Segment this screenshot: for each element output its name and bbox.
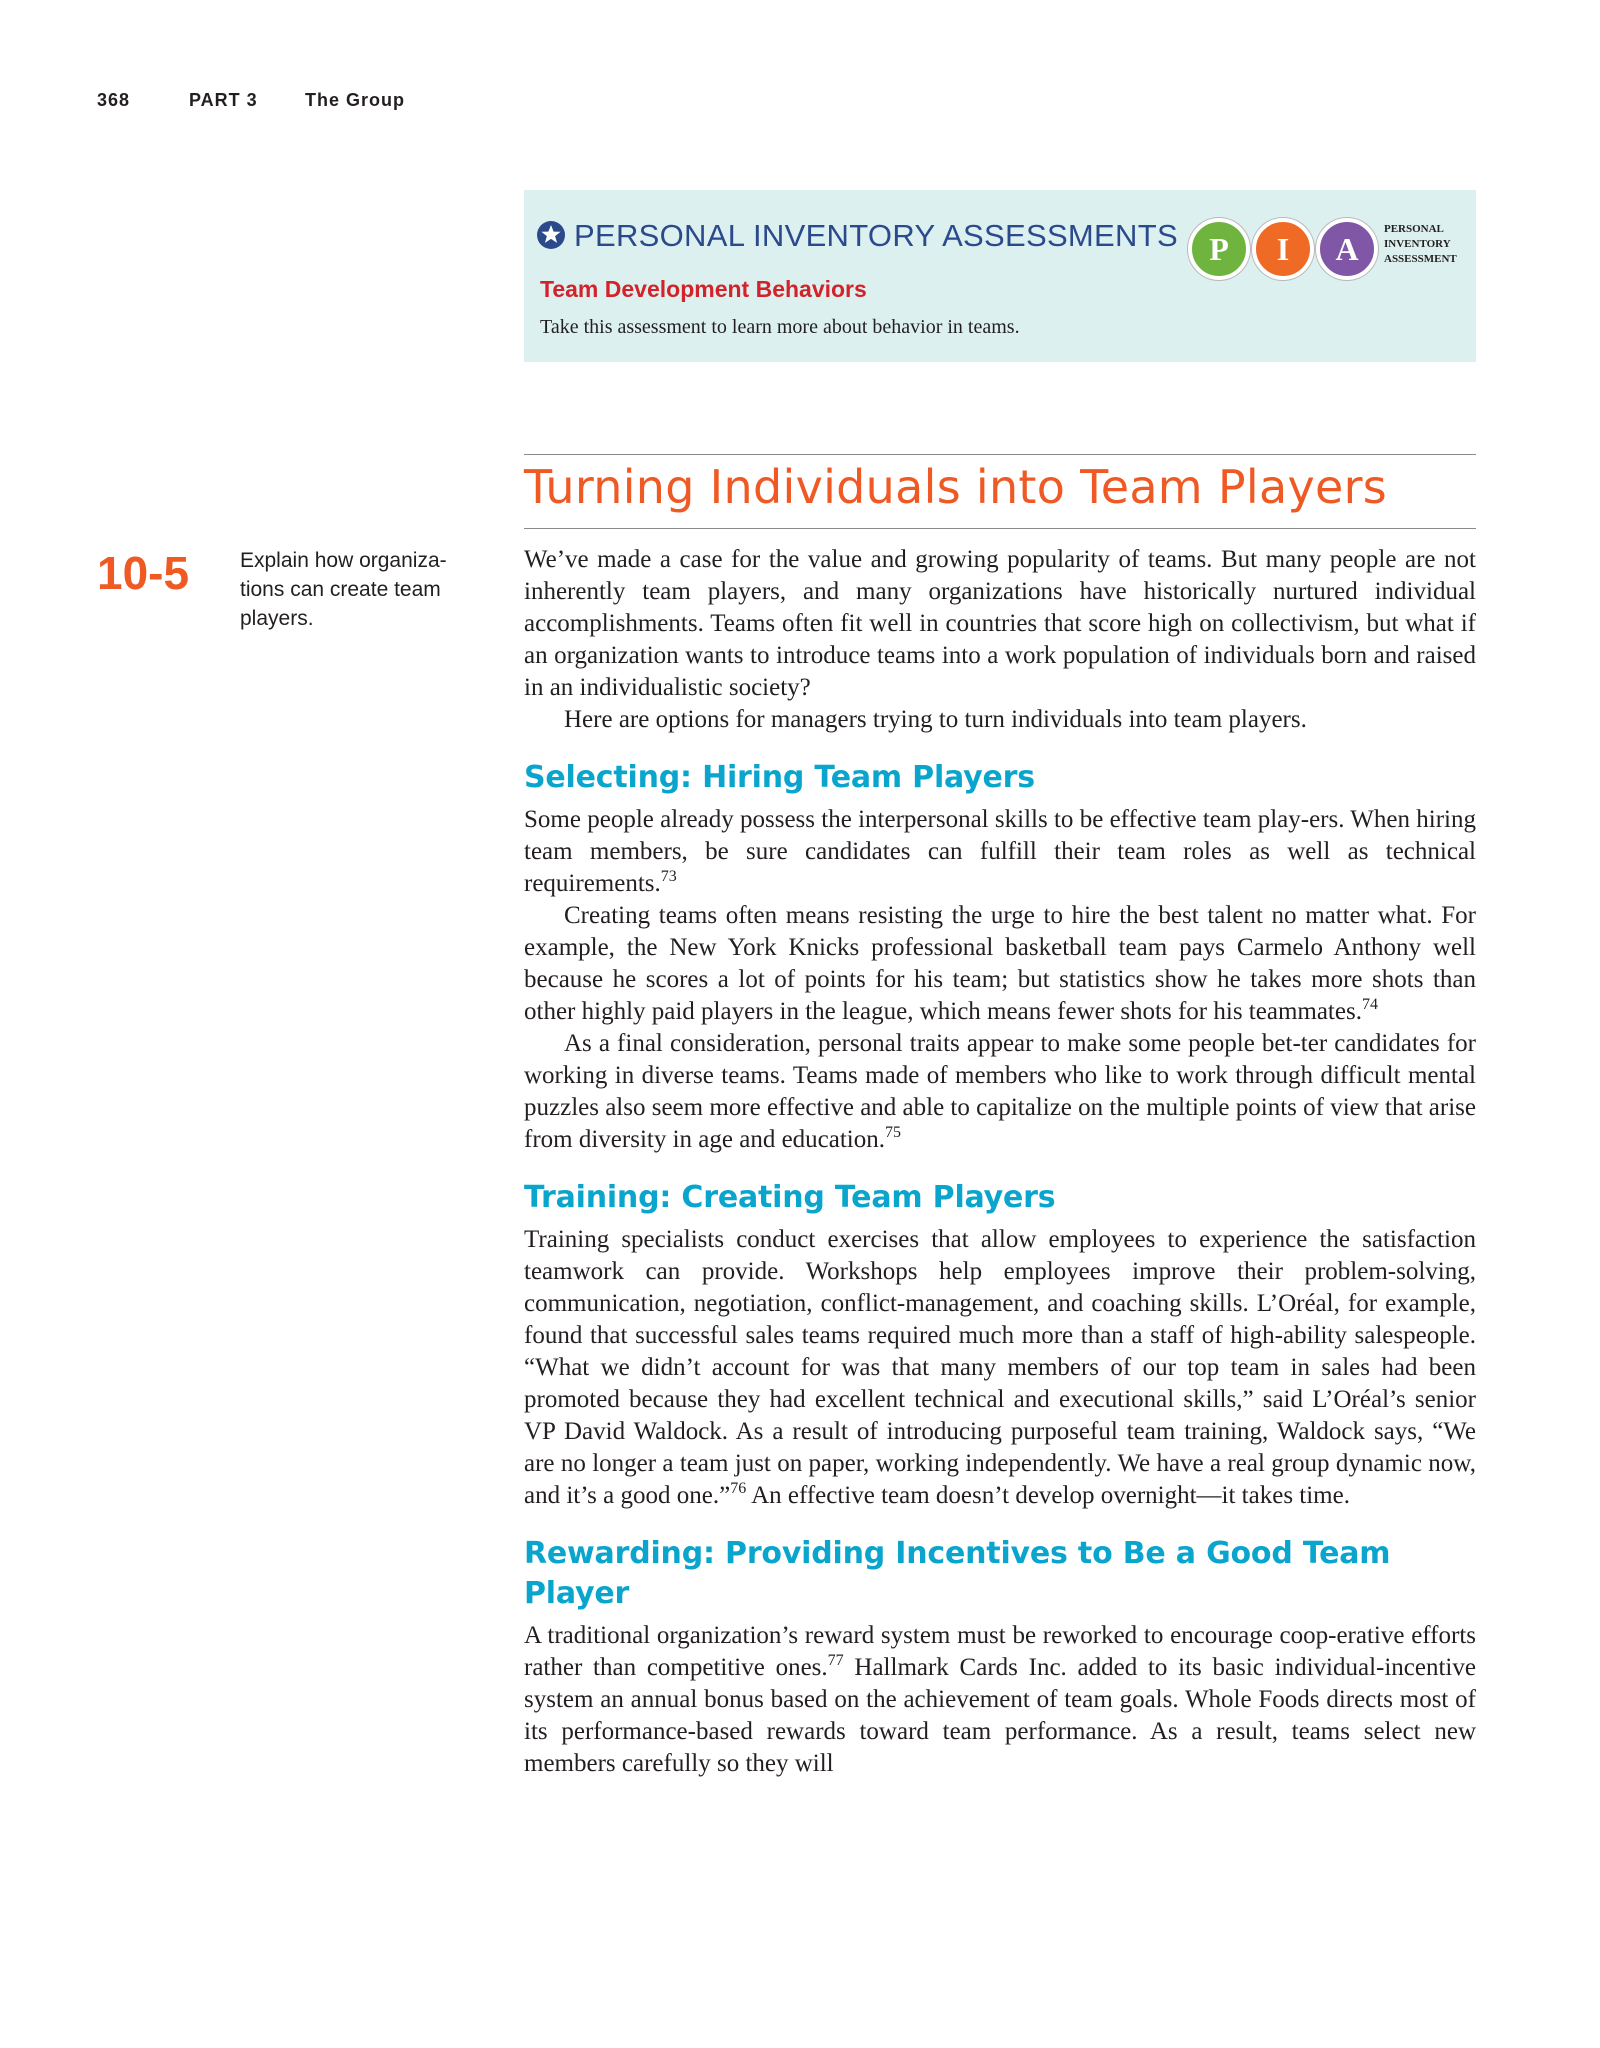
assessment-title xyxy=(536,218,1178,258)
paragraph-text: A traditional organization’s reward system must be reworked to encourage coop-erative efforts rather than competitive ones. xyxy=(524,1622,1476,1681)
footnote-marker: 73 xyxy=(660,868,677,885)
pia-logo-line: INVENTORY xyxy=(1384,238,1451,250)
assessment-description: Take this assessment to learn more about behavior in teams. xyxy=(540,316,1020,338)
pia-logo-line: ASSESSMENT xyxy=(1384,253,1457,265)
selecting-paragraph-1 xyxy=(524,804,1476,900)
paragraph-text: An effective team doesn’t develop overnight—it takes time. xyxy=(746,1482,1350,1509)
title-rule-top xyxy=(524,454,1476,455)
learning-objective-text: Explain how organiza-tions can create team players. xyxy=(240,549,447,630)
pia-logo-line: PERSONAL xyxy=(1384,223,1444,235)
paragraph-text: Some people already possess the interpersonal skills to be effective team play-ers. When hiring team members, be sure candidates can fulfill their team roles as well as technical requirements. xyxy=(524,806,1476,897)
paragraph-text: Training specialists conduct exercises that allow employees to experience the satisfaction teamwork can provide. Workshops help employees improve their problem-solving, communication, negotiation, conflict-management, and coaching skills. L’Oréal, for example, found that successful sales teams required much more than a staff of high-ability salespeople. “What we didn’t account for was that many members of our top team in sales had been promoted because they had excellent technical and executional skills,” said L’Oréal’s senior VP David Waldock. As a result of introducing purposeful team training, Waldock says, “We are no longer a team just on paper, working independently. We have a real group dynamic now, and it’s a good one.” xyxy=(524,1226,1476,1509)
running-head xyxy=(97,90,405,111)
title-rule-bottom xyxy=(524,528,1476,529)
section-title: Turning Individuals into Team Players xyxy=(524,460,1388,514)
page-number: 368 xyxy=(97,90,131,110)
pia-letter-a: A xyxy=(1316,218,1378,280)
paragraph-text: Creating teams often means resisting the urge to hire the best talent no matter what. For example, the New York Knicks professional basketball team pays Carmelo Anthony well because he scores a lot of points for his team; but statistics show he takes more shots than other highly paid players in the league, which means fewer shots for his teammates. xyxy=(524,902,1476,1025)
pia-letter-i: I xyxy=(1252,218,1314,280)
training-paragraph-1 xyxy=(524,1224,1476,1512)
pia-logo-text xyxy=(1384,222,1457,267)
part-label: PART 3 xyxy=(189,90,258,110)
footnote-marker: 74 xyxy=(1361,996,1378,1013)
selecting-paragraph-2 xyxy=(524,900,1476,1028)
intro-paragraph: Here are options for managers trying to turn individuals into team players. xyxy=(564,706,1307,733)
part-title: The Group xyxy=(305,90,405,110)
main-content xyxy=(524,544,1476,1780)
heading-rewarding: Rewarding: Providing Incentives to Be a Good Team Player xyxy=(524,1536,1391,1611)
footnote-marker: 76 xyxy=(730,1480,747,1497)
footnote-marker: 77 xyxy=(827,1652,844,1669)
assessment-box xyxy=(524,190,1476,362)
intro-paragraph: We’ve made a case for the value and growing popularity of teams. But many people are not inherently team players, and many organizations have historically nurtured individual accomplishments. Teams often fit well in countries that score high on collectivism, but what if an organization wants to introduce teams into a work population of individuals born and raised in an individualistic society? xyxy=(524,546,1476,701)
rewarding-paragraph-1 xyxy=(524,1620,1476,1780)
paragraph-text: Hallmark Cards Inc. added to its basic individual-incentive system an annual bonus based on the achievement of team goals. Whole Foods directs most of its performance-based rewards toward team performance. As a result, teams select new members carefully so they will xyxy=(524,1654,1476,1777)
pia-letter-p: P xyxy=(1188,218,1250,280)
footnote-marker: 75 xyxy=(885,1124,901,1141)
paragraph-text: As a final consideration, personal traits appear to make some people bet-ter candidates for working in diverse teams. Teams made of members who like to work through difficult mental puzzles also seem more effective and able to capitalize on the multiple points of view that arise from diversity in age and education. xyxy=(524,1030,1476,1153)
learning-objective-number: 10-5 xyxy=(97,547,190,599)
selecting-paragraph-3 xyxy=(524,1028,1476,1156)
pia-logo xyxy=(1188,218,1468,288)
heading-selecting: Selecting: Hiring Team Players xyxy=(524,760,1035,795)
heading-training: Training: Creating Team Players xyxy=(524,1180,1056,1215)
assessment-subtitle[interactable]: Team Development Behaviors xyxy=(540,276,867,302)
star-icon xyxy=(536,220,566,258)
assessment-title-text: PERSONAL INVENTORY ASSESSMENTS xyxy=(574,218,1178,253)
